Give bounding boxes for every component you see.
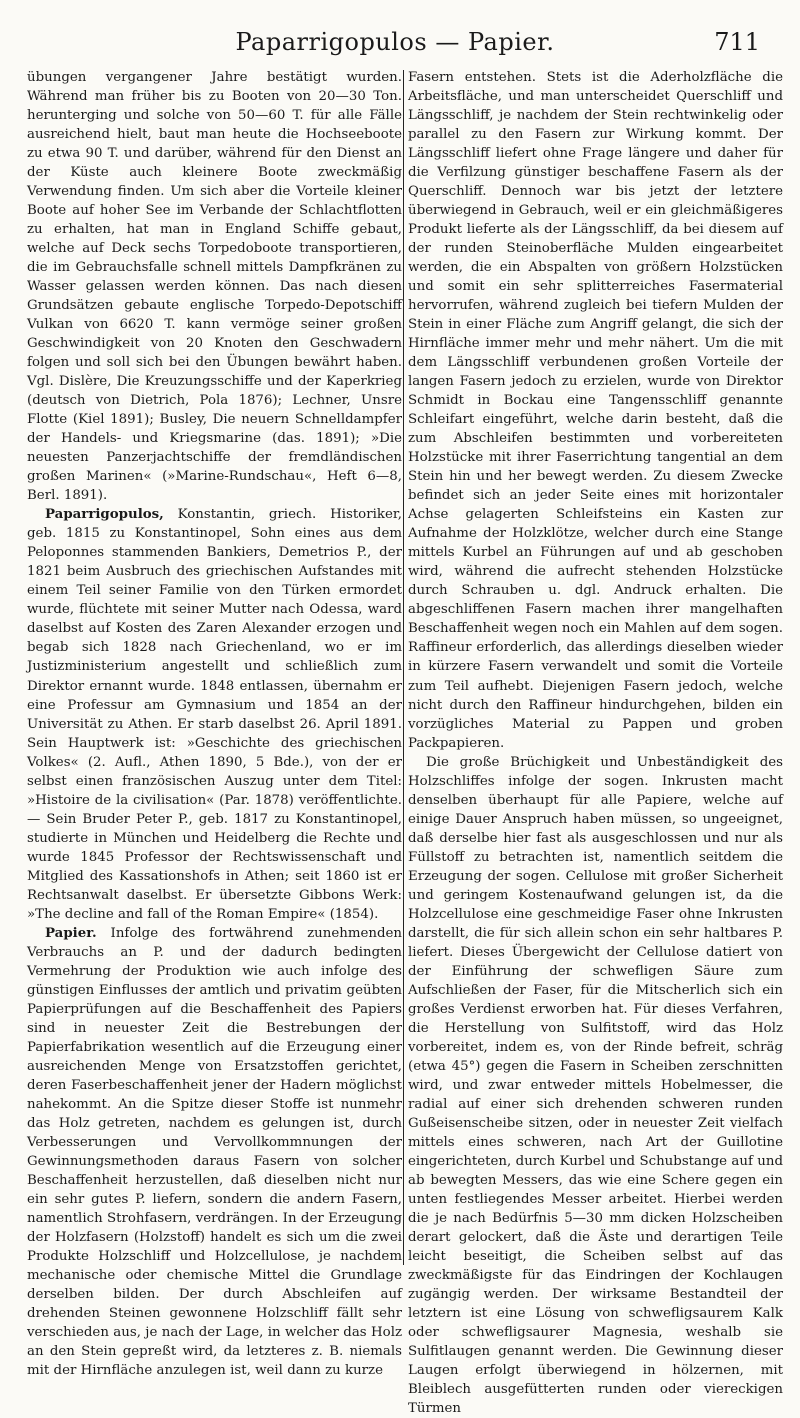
papier-cellulose-paragraph: Die große Brüchigkeit und Unbeständigkeit des Holzschliffes infolge der sogen. Inkrusten macht denselben überhaupt für alle Papiere, welche auf einige Dauer Anspruch haben müssen, so ungeeignet, daß derselbe hier fast als ausgeschlossen und nur als Füllstoff zu betrachten ist, namentlich seitdem die Erzeugung der sogen. Cellulose mit großer Sicherheit und geringem Kostenaufwand gelungen ist, da die Holzcellulose eine geschmeidige Faser ohne Inkrusten darstellt, die für sich allein schon ein sehr haltbares P. liefert. Dieses Übergewicht der Cellulose datiert von der Einführung der schwefligen Säure zum Aufschließen der Faser, für die Mitscherlich sich ein großes Verdienst erworben hat. Für dieses Verfahren, die Herstellung von Sulfitstoff, wird das Holz vorbereitet, indem es, von der Rinde befreit, schräg (etwa 45°) gegen die Fasern in Scheiben zerschnitten wird, und zwar entweder mittels Hobelmesser, die radial auf einer sich drehenden schweren runden Gußeisenscheibe sitzen, oder in neuester Zeit vielfach mittels eines schweren, nach Art der Guillotine eingerichteten, durch Kurbel und Schubstange auf und ab bewegten Messers, das wie eine Schere gegen ein unten festliegendes Messer arbeitet. Hierbei werden die je nach Bedürfnis 5—30 mm dicken Holzscheiben derart gelockert, daß die Äste und derartigen Teile leicht beseitigt, die Scheiben selbst auf das zweckmäßigste für das Eindringen der Kochlaugen zugängig werden. Der wirksame Bestandteil der letztern ist eine Lösung von schwefligsaurem Kalk oder schwefligsaurer Magnesia, weshalb sie Sulfitlaugen genannt werden. Die Gewinnung dieser Laugen erfolgt überwiegend in hölzernen, mit Bleiblech ausgefütterten runden oder viereckigen Türmen: [408, 754, 783, 1417]
headword-paparrigopulos: Paparrigopulos,: [45, 506, 164, 523]
page-number: 711: [714, 28, 760, 56]
article-papier: [27, 924, 402, 1380]
article-paparrigopulos: [27, 505, 402, 923]
article-continuation: übungen vergangener Jahre bestätigt wurden. Während man früher bis zu Booten von 20—30 Ton. herunterging und solche von 50—60 T. für alle Fälle ausreichend hielt, baut man heute die Hochseeboote zu etwa 90 T. und darüber, während für den Dienst an der Küste auch kleinere Boote zweckmäßig Verwendung finden. Um sich aber die Vorteile kleiner Boote auf hoher See im Verbande der Schlachtflotten zu erhalten, hat man in England Schiffe gebaut, welche auf Deck sechs Torpedoboote transportieren, die im Gebrauchsfalle schnell mittels Dampfkränen zu Wasser gelassen werden können. Das nach diesen Grundsätzen gebaute englische Torpedo-Depotschiff Vulkan von 6620 T. kann vermöge seiner großen Geschwindigkeit von 20 Knoten den Geschwadern folgen und soll sich bei den Übungen bewährt haben. Vgl. Dislère, Die Kreuzungsschiffe und der Kaperkrieg (deutsch von Dietrich, Pola 1876); Lechner, Unsre Flotte (Kiel 1891); Busley, Die neuern Schnelldampfer der Handels- und Kriegsmarine (das. 1891); »Die neuesten Panzerjachtschiffe der fremdländischen großen Marinen« (»Marine-Rundschau«, Heft 6—8, Berl. 1891).: [27, 70, 402, 504]
article-body-paparrigopulos: Konstantin, griech. Historiker, geb. 1815 zu Konstantinopel, Sohn eines aus dem Peloponnes stammenden Bankiers, Demetrios P., der 1821 beim Ausbruch des griechischen Aufstandes mit einem Teil seiner Familie von den Türken ermordet wurde, flüchtete mit seiner Mutter nach Odessa, ward daselbst auf Kosten des Zaren Alexander erzogen und begab sich 1828 nach Griechenland, wo er im Justizministerium angestellt und schließlich zum Direktor ernannt wurde. 1848 entlassen, übernahm er eine Professur am Gymnasium und 1854 an der Universität zu Athen. Er starb daselbst 26. April 1891. Sein Hauptwerk ist: »Geschichte des griechischen Volkes« (2. Aufl., Athen 1890, 5 Bde.), von der er selbst einen französischen Auszug unter dem Titel: »Histoire de la civilisation« (Par. 1878) veröffentlichte. — Sein Bruder Peter P., geb. 1817 zu Konstantinopel, studierte in München und Heidelberg die Rechte und wurde 1845 Professor der Rechtswissenschaft und Mitglied des Kassationshofs in Athen; seit 1860 ist er Rechtsanwalt daselbst. Er übersetzte Gibbons Werk: »The decline and fall of the Roman Empire« (1854).: [27, 507, 402, 922]
right-column: [408, 68, 783, 1417]
running-head: Paparrigopulos — Papier.: [235, 28, 555, 56]
page-header: [30, 22, 760, 62]
left-column: [27, 68, 402, 1379]
headword-papier: Papier.: [45, 924, 97, 941]
papier-continuation: Fasern entstehen. Stets ist die Aderholzfläche die Arbeitsfläche, und man unterscheidet Querschliff und Längsschliff, je nachdem der Stein rechtwinkelig oder parallel zu den Fasern zur Wirkung kommt. Der Längsschliff liefert ohne Frage längere und daher für die Verfilzung günstiger beschaffene Fasern als der Querschliff. Dennoch war bis jetzt der letztere überwiegend in Gebrauch, weil er ein gleichmäßigeres Produkt lieferte als der Längsschliff, da bei diesem auf der runden Steinoberfläche Mulden eingearbeitet werden, die ein Abspalten von größern Holzstücken und somit ein sehr splitterreiches Fasermaterial hervorrufen, während zugleich bei tiefern Mulden der Stein in einer Fläche zum Angriff gelangt, die sich der Hirnfläche immer mehr und mehr nähert. Um die mit dem Längsschliff verbundenen großen Vorteile der langen Fasern jedoch zu erzielen, wurde von Direktor Schmidt in Bockau eine Tangensschliff genannte Schleifart eingeführt, welche darin besteht, daß die zum Abschleifen bestimmten und vorbereiteten Holzstücke mit ihrer Faserrichtung tangential an dem Stein hin und her bewegt werden. Zu diesem Zwecke befindet sich an jeder Seite eines mit horizontaler Achse gelagerten Schleifsteins ein Kasten zur Aufnahme der Holzklötze, welcher durch eine Stange mittels Kurbel an Führungen auf und ab geschoben wird, während die aufrecht stehenden Holzstücke durch Schrauben u. dgl. Andruck erhalten. Die abgeschliffenen Fasern machen ihrer mangelhaften Beschaffenheit wegen noch ein Mahlen auf dem sogen. Raffineur erforderlich, das allerdings dieselben wieder in kürzere Fasern verwandelt und somit die Vorteile zum Teil aufhebt. Diejenigen Fasern jedoch, welche nicht durch den Raffineur hindurchgehen, bilden ein vorzügliches Material zu Pappen und groben Packpapieren.: [408, 70, 783, 751]
article-body-papier: Infolge des fortwährend zunehmenden Verbrauchs an P. und der dadurch bedingten Vermehrung der Produktion wie auch infolge des günstigen Einflusses der amtlich und privatim geübten Papierprüfungen auf die Beschaffenheit des Papiers sind in neuester Zeit die Bestrebungen der Papierfabrikation wesentlich auf die Erzeugung einer ausreichenden Menge von Ersatzstoffen gerichtet, deren Faserbeschaffenheit jener der Hadern möglichst nahekommt. An die Spitze dieser Stoffe ist nunmehr das Holz getreten, nachdem es gelungen ist, durch Verbesserungen und Vervollkommnungen der Gewinnungsmethoden daraus Fasern von solcher Beschaffenheit herzustellen, daß dieselben nicht nur ein sehr gutes P. liefern, sondern die andern Fasern, namentlich Strohfasern, verdrängen. In der Erzeugung der Holzfasern (Holzstoff) handelt es sich um die zwei Produkte Holzschliff und Holzcellulose, je nachdem mechanische oder chemische Mittel die Grundlage derselben bilden. Der durch Abschleifen auf drehenden Steinen gewonnene Holzschliff fällt sehr verschieden aus, je nach der Lage, in welcher das Holz an den Stein gepreßt wird, da letzteres z. B. niemals mit der Hirnfläche anzulegen ist, weil dann zu kurze: [27, 925, 402, 1379]
column-divider: [403, 70, 404, 1265]
